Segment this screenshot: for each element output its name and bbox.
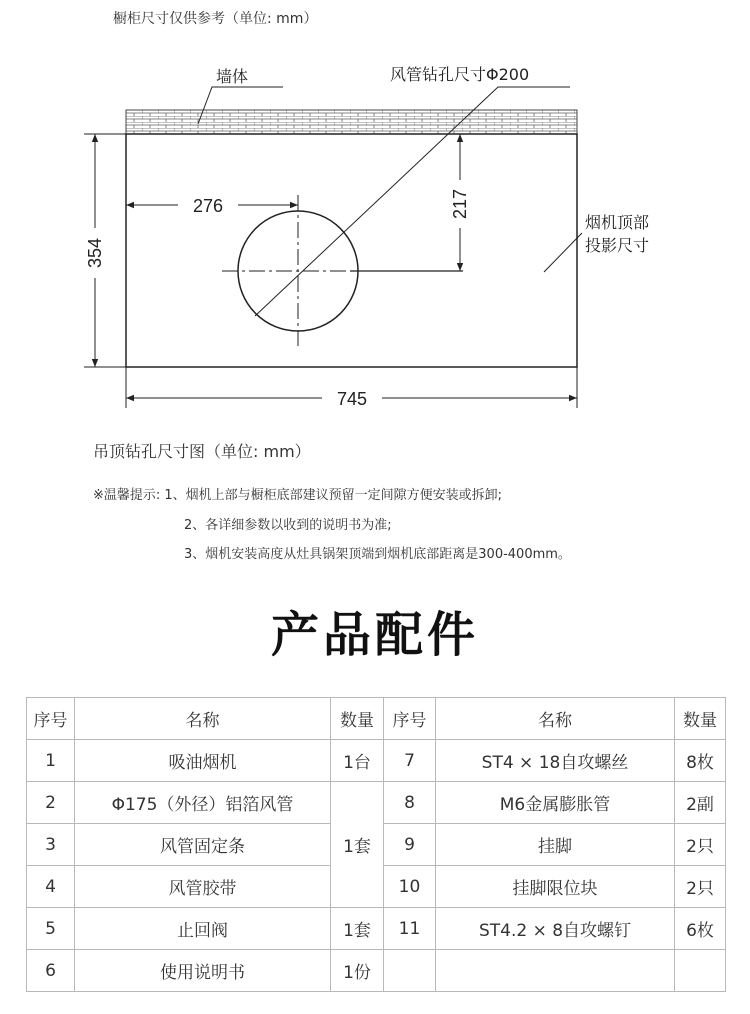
cell-name: Φ175（外径）铝箔风管 — [75, 782, 331, 824]
cell-name: ST4 × 18自攻螺丝 — [436, 740, 675, 782]
cell-no: 7 — [384, 740, 436, 782]
diagram-top-caption: 橱柜尺寸仅供参考（单位: mm） — [113, 11, 318, 27]
cell-empty — [675, 950, 726, 992]
cell-no: 4 — [27, 866, 75, 908]
cell-no: 8 — [384, 782, 436, 824]
table-row — [27, 782, 726, 824]
table-row — [27, 740, 726, 782]
cell-no: 2 — [27, 782, 75, 824]
cell-qty-merged: 1套 — [331, 782, 384, 908]
table-header-row — [27, 698, 726, 740]
table-row — [27, 950, 726, 992]
cell-no: 1 — [27, 740, 75, 782]
cell-qty: 2副 — [675, 782, 726, 824]
cell-name: ST4.2 × 8自攻螺钉 — [436, 908, 675, 950]
cell-name: 吸油烟机 — [75, 740, 331, 782]
table-row — [27, 908, 726, 950]
note-line-1: ※温馨提示: 1、烟机上部与橱柜底部建议预留一定间隙方便安装或拆卸; — [93, 488, 503, 503]
cell-name: M6金属膨胀管 — [436, 782, 675, 824]
header-qty-left: 数量 — [331, 698, 384, 740]
cell-name: 止回阀 — [75, 908, 331, 950]
cell-no: 9 — [384, 824, 436, 866]
cell-no: 5 — [27, 908, 75, 950]
diagram-bottom-caption: 吊顶钻孔尺寸图（单位: mm） — [93, 442, 311, 461]
cell-name: 挂脚限位块 — [436, 866, 675, 908]
header-no-left: 序号 — [27, 698, 75, 740]
dim-745-label: 745 — [336, 389, 368, 409]
cell-name: 使用说明书 — [75, 950, 331, 992]
cell-qty: 1台 — [331, 740, 384, 782]
cell-no: 6 — [27, 950, 75, 992]
header-no-right: 序号 — [384, 698, 436, 740]
cell-no: 11 — [384, 908, 436, 950]
header-name-right: 名称 — [436, 698, 675, 740]
duct-hole-label: 风管钻孔尺寸Φ200 — [390, 65, 530, 84]
cell-no: 10 — [384, 866, 436, 908]
cell-qty: 1套 — [331, 908, 384, 950]
note-line-3: 3、烟机安装高度从灶具锅架顶端到烟机底部距离是300-400mm。 — [184, 547, 571, 562]
note-line-2: 2、各详细参数以收到的说明书为准; — [184, 518, 392, 533]
cell-no: 3 — [27, 824, 75, 866]
cell-empty — [384, 950, 436, 992]
cell-qty: 1份 — [331, 950, 384, 992]
wall-label: 墙体 — [216, 67, 249, 86]
projection-label-line2: 投影尺寸 — [585, 236, 650, 255]
dim-276-label: 276 — [192, 196, 224, 216]
dim-354-label: 354 — [85, 237, 105, 269]
cell-name: 风管固定条 — [75, 824, 331, 866]
header-name-left: 名称 — [75, 698, 331, 740]
cell-empty — [436, 950, 675, 992]
cell-qty: 8枚 — [675, 740, 726, 782]
section-title: 产品配件 — [270, 607, 479, 663]
cell-name: 风管胶带 — [75, 866, 331, 908]
projection-label-line1: 烟机顶部 — [585, 213, 650, 232]
ceiling-drilling-diagram — [0, 0, 750, 440]
cell-qty: 2只 — [675, 866, 726, 908]
cell-name: 挂脚 — [436, 824, 675, 866]
dim-217-label: 217 — [450, 188, 470, 220]
header-qty-right: 数量 — [675, 698, 726, 740]
projection-rectangle — [126, 134, 577, 367]
wall-hatch — [126, 110, 577, 134]
cell-qty: 2只 — [675, 824, 726, 866]
cell-qty: 6枚 — [675, 908, 726, 950]
parts-table — [26, 697, 726, 992]
